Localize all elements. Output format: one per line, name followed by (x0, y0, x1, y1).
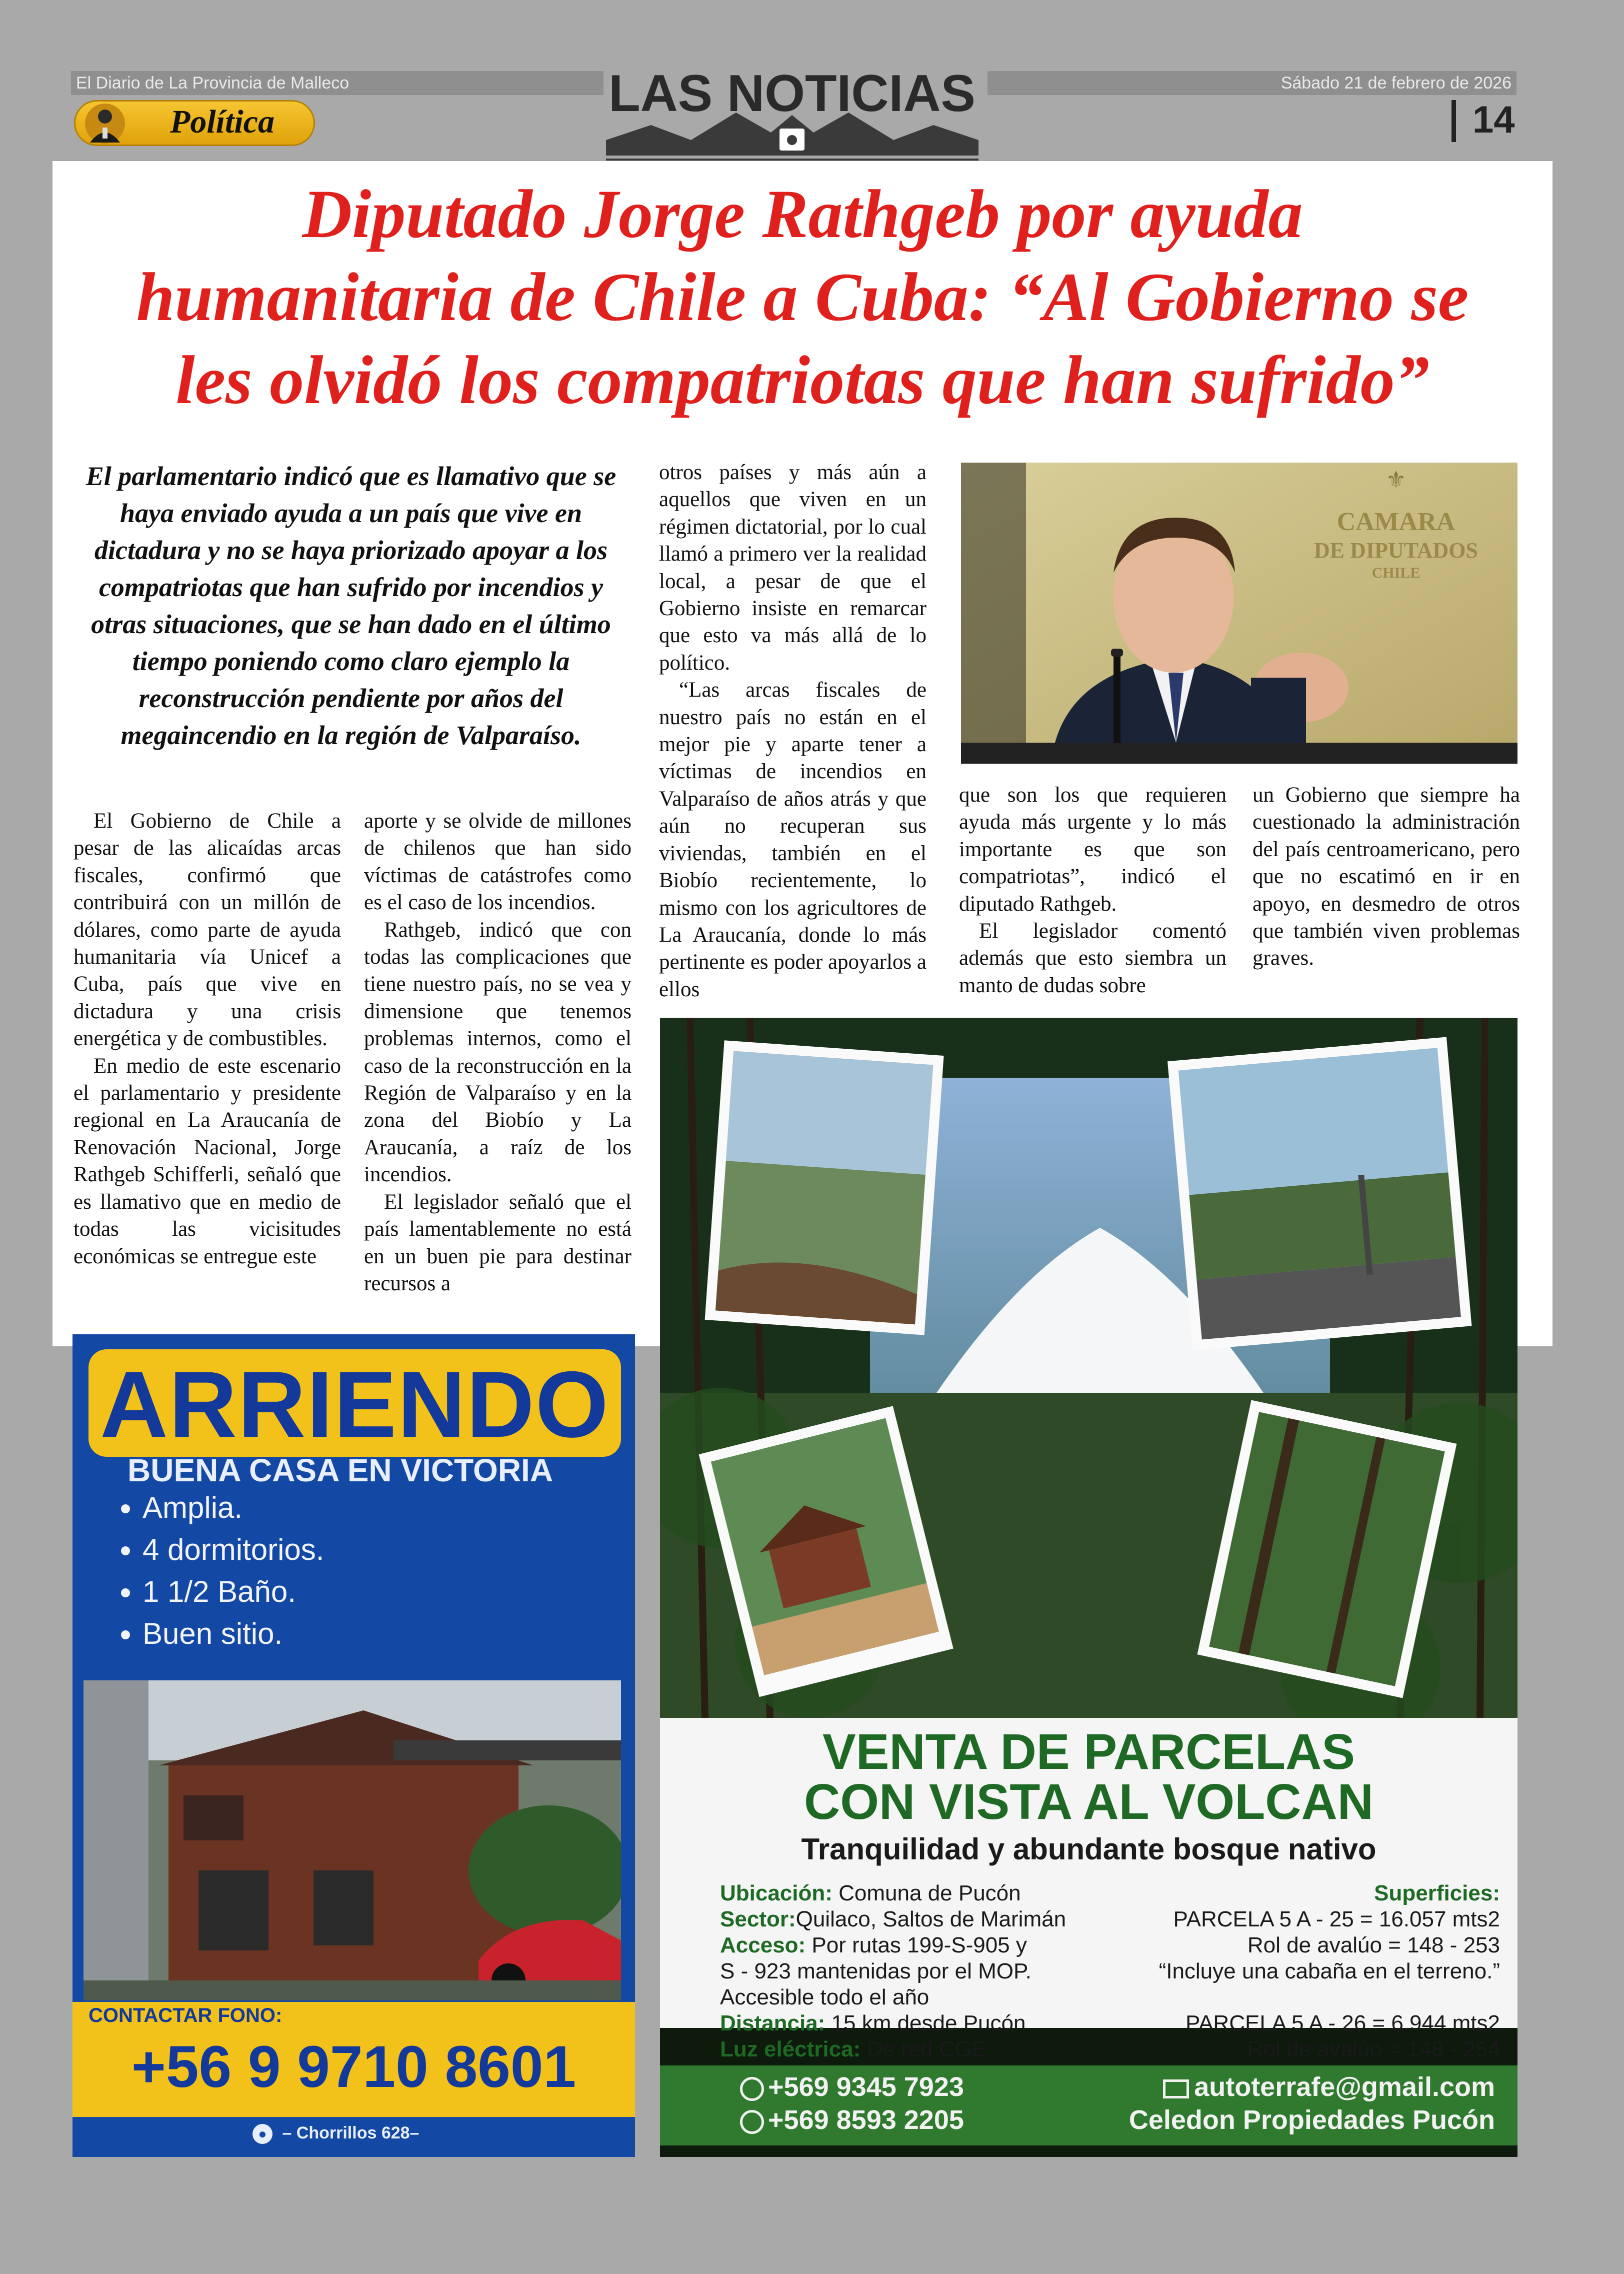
deputy-photo (961, 463, 1518, 764)
agency-name: Celedon Propiedades Pucón (1128, 2105, 1495, 2135)
detail-row: Acceso: Por rutas 199-S-905 y (720, 1933, 1027, 1957)
ad-land-title (660, 1724, 1518, 1830)
whatsapp-icon (740, 2110, 764, 2134)
ad-rent-contact-label: CONTACTAR FONO: (88, 2004, 282, 2026)
issue-date: Sábado 21 de febrero de 2026 (988, 71, 1516, 95)
paragraph: En medio de este escenario el parlamentario y presidente regional en La Araucanía de Renovación Nacional, Jorge Rathgeb Schifferli, señaló que es llamativo que en medio de todas las vicisitudes económicas se entregue este (74, 1054, 341, 1268)
ad-land-phones (740, 2070, 964, 2136)
newspaper-name: El Diario de La Provincia de Malleco (71, 71, 604, 95)
forest-collage (660, 1018, 1518, 1718)
mail-icon (1163, 2079, 1189, 2098)
headline-line-2: humanitaria de Chile a Cuba: “Al Gobierno se (136, 259, 1469, 335)
article-lead: El parlamentario indicó que es llamativo que se haya enviado ayuda a un país que vive en dictadura y no se haya priorizado apoyar a los compatriotas que han sufrido por incendios y otras situaciones, que se han dado en el último tiempo poniendo como claro ejemplo la reconstrucción pendiente por años del megaincendio en la región de Valparaíso. (86, 461, 616, 750)
surfaces-label: Superficies: (1374, 1881, 1500, 1905)
detail-row: S - 923 mantenidas por el MOP. (720, 1959, 1032, 1983)
logo-text: LAS NOTICIAS (608, 65, 976, 123)
article-column-5 (1252, 782, 1520, 1002)
svg-text:CHILE: CHILE (1372, 565, 1420, 581)
list-item: • 4 dormitorios. (142, 1529, 324, 1571)
phone-row: +569 8593 2205 (740, 2103, 964, 2136)
paragraph: El legislador comentó además que esto siembra un manto de dudas sobre (959, 919, 1226, 997)
detail-row: Ubicación: Comuna de Pucón (720, 1881, 1021, 1905)
paragraph: Rathgeb, indicó que con todas las complicaciones que tiene nuestro país, no se vea y dimensione que tenemos problemas internos, como el caso de la reconstrucción en la Región de Valparaíso y en la zona del Biobío y La Araucanía, a raíz de los incendios. (364, 918, 632, 1187)
page-number: 14 (1472, 99, 1515, 141)
section-avatar-icon (80, 103, 130, 145)
ad-rent-features (82, 1487, 324, 1655)
headline-line-1: Diputado Jorge Rathgeb por ayuda (302, 176, 1303, 252)
svg-text:DE DIPUTADOS: DE DIPUTADOS (1314, 538, 1478, 563)
article-column-4 (959, 782, 1226, 1002)
list-item: • Amplia. (142, 1487, 324, 1529)
paragraph: “Las arcas fiscales de nuestro país no están en el mejor pie y aparte tener a víctimas de incendios en Valparaíso de años atrás y que aún no recuperan sus viviendas, también en el Biobío recientemente, lo mismo con los agricultores de La Araucanía, donde lo más pertinente es poder apoyarlos a ellos (659, 678, 926, 1001)
paragraph: El legislador señaló que el país lamentablemente no está en un buen pie para destinar recursos a (364, 1190, 632, 1295)
detail-row: Accesible todo el año (720, 1985, 930, 2009)
detail-row: Luz eléctrica: De red CGE (720, 2037, 987, 2061)
article-column-2 (364, 808, 632, 1323)
surface-line: “Incluye una cabaña en el terreno.” (1158, 1959, 1500, 1983)
ad-rent-subtitle: BUENA CASA EN VICTORIA (128, 1452, 554, 1488)
svg-text:CAMARA: CAMARA (1336, 508, 1456, 536)
surface-line: PARCELA 5 A - 26 = 6.944 mts2 (1186, 2011, 1500, 2035)
house-photo (84, 1680, 621, 2000)
phone-row: +569 9345 7923 (740, 2070, 964, 2103)
ad-land (660, 1018, 1518, 2157)
detail-row: Sector:Quilaco, Saltos de Marimán (720, 1907, 1066, 1931)
ad-land-title-line-2: CON VISTA AL VOLCAN (804, 1774, 1374, 1830)
paragraph: El Gobierno de Chile a pesar de las alicaídas arcas fiscales, confirmó que contribuirá con un millón de dólares, como parte de ayuda humanitaria vía Unicef a Cuba, país que vive en dictadura y una crisis energética y de combustibles. (74, 809, 341, 1051)
ad-land-title-line-1: VENTA DE PARCELAS (822, 1724, 1355, 1780)
surface-line: Rol de avalúo = 148 - 253 (1247, 1933, 1500, 1957)
paragraph: un Gobierno que siempre ha cuestionado la administración del país centroamericano, pero que no escatimó en ir en apoyo, en desmedro de otros que también viven problemas graves. (1252, 783, 1520, 970)
newspaper-logo (606, 65, 978, 163)
list-item: • Buen sitio. (142, 1613, 324, 1655)
surface-line: PARCELA 5 A - 25 = 16.057 mts2 (1173, 1907, 1500, 1931)
list-item: • 1 1/2 Baño. (142, 1571, 324, 1613)
ad-land-surfaces (1100, 1880, 1500, 2062)
svg-text:⚜: ⚜ (1386, 467, 1406, 493)
headline-line-3: les olvidó los compatriotas que han sufrido” (176, 342, 1430, 418)
paragraph: que son los que requieren ayuda más urgente y lo más importante es que son compatriotas”, indicó el diputado Rathgeb. (959, 783, 1226, 916)
article-column-1 (74, 808, 341, 1323)
paragraph: otros países y más aún a aquellos que viven en un régimen dictatorial, por lo cual llamó a primero ver la realidad local, a pesar de que el Gobierno insiste en remarcar que esto va más allá de lo político. (659, 461, 926, 675)
ad-land-contact-right (1100, 2070, 1495, 2136)
ad-land-tagline: Tranquilidad y abundante bosque nativo (801, 1832, 1376, 1866)
headline (52, 173, 1552, 422)
page-number-divider (1452, 100, 1456, 142)
ad-rent-phone: +56 9 9710 8601 (131, 2034, 576, 2100)
section-label: Política (170, 104, 274, 140)
surface-line: Rol de avalúo = 148 - 254 (1247, 2037, 1500, 2061)
ad-rent (72, 1334, 635, 2157)
ad-rent-address: – Chorrillos 628– (282, 2123, 420, 2142)
ad-rent-address-row (252, 2123, 502, 2144)
paragraph: aporte y se olvide de millones de chilenos que han sido víctimas de catástrofes como es el caso de los incendios. (364, 809, 632, 915)
ad-land-details (720, 1880, 1100, 2062)
detail-row: Distancia: 15 km desde Pucón (720, 2011, 1026, 2035)
ad-rent-title: ARRIENDO (100, 1352, 610, 1457)
location-pin-icon: ● (252, 2124, 272, 2144)
email-row: autoterrafe@gmail.com (1100, 2070, 1495, 2103)
whatsapp-icon (740, 2077, 764, 2101)
